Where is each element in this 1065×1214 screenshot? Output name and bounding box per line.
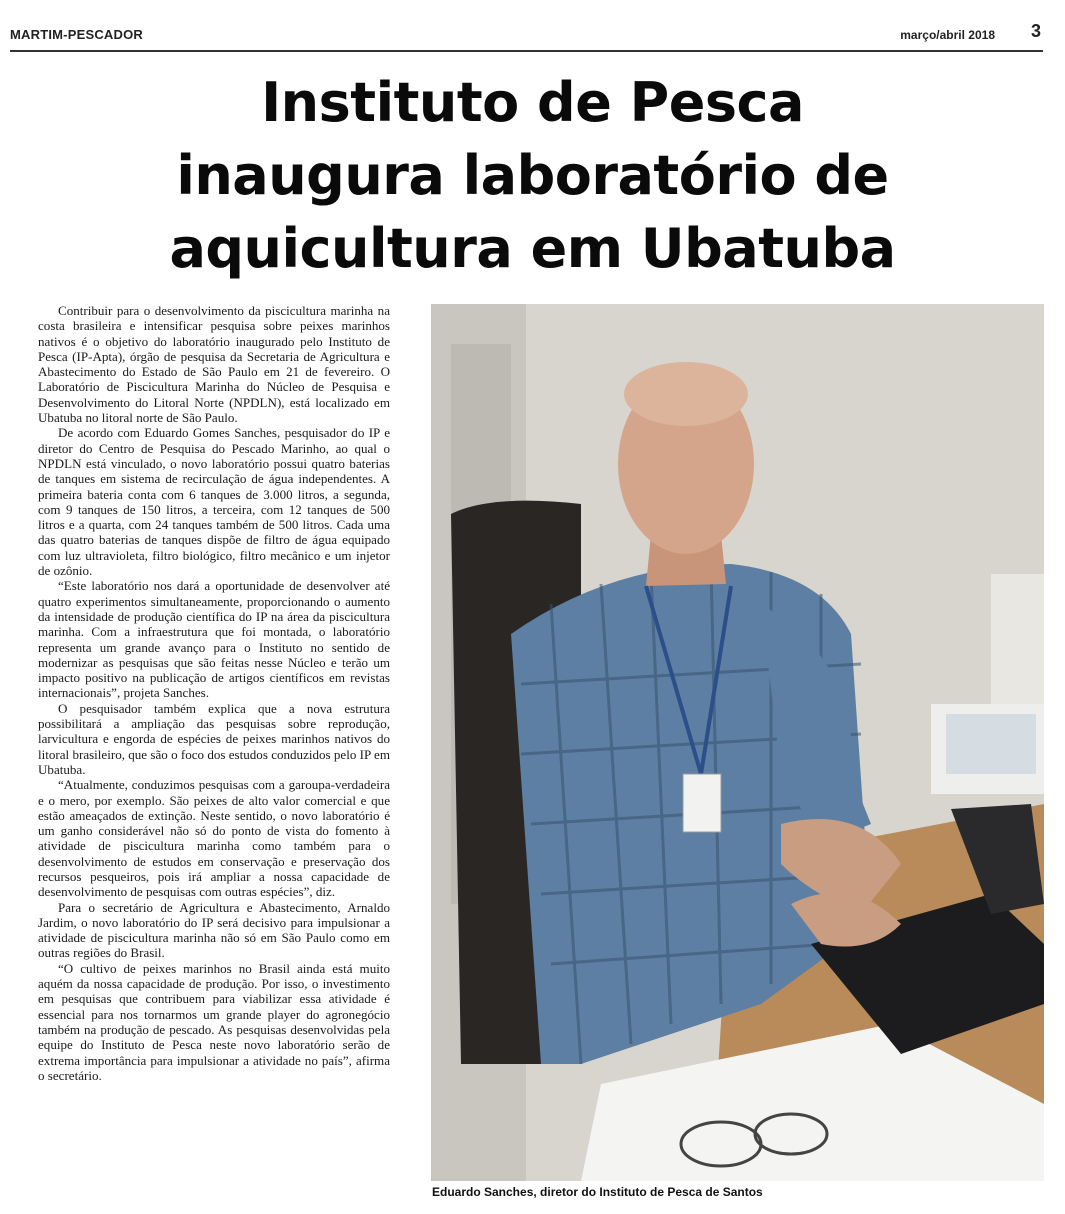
issue-date: março/abril 2018 — [900, 28, 995, 42]
headline-line: Instituto de Pesca — [261, 71, 804, 134]
portrait-illustration — [431, 304, 1044, 1181]
article-paragraph: “Este laboratório nos dará a oportunidade de desenvolver até quatro experimentos simultaneamente, proporcionando o aumento da intensidade de produção científica do IP na área da piscicultura marinha. Com a infraestrutura que foi montada, o laboratório representa um grande avanço para o Instituto no sentido de modernizar as pesquisas que são feitas nesse Núcleo e terão um impacto positivo na publicação de artigos científicos em revistas internacionais”, projeta Sanches. — [38, 578, 390, 701]
headline-line: inaugura laboratório de — [176, 144, 889, 207]
article-paragraph: O pesquisador também explica que a nova estrutura possibilitará a ampliação das pesquisas sobre reprodução, larvicultura e engorda de espécies de peixes marinhos nativos do litoral brasileiro, que são o foco dos estudos conduzidos pelo IP em Ubatuba. — [38, 700, 390, 777]
article-paragraph: Contribuir para o desenvolvimento da piscicultura marinha na costa brasileira e intensificar pesquisa sobre peixes marinhos nativos é o objetivo do laboratório inaugurado pelo Instituto de Pesca (IP-Apta), órgão de pesquisa da Secretaria de Agricultura e Abastecimento do Estado de São Paulo em 21 de fevereiro. O Laboratório de Piscicultura Marinha do Núcleo de Pesquisa e Desenvolvimento do Litoral Norte (NPDLN), está localizado em Ubatuba no litoral norte de São Paulo. — [38, 303, 390, 426]
article-paragraph: “Atualmente, conduzimos pesquisas com a garoupa-verdadeira e o mero, por exemplo. São peixes de alto valor comercial e que estão ameaçados de extinção. Neste sentido, o novo laboratório é um ganho considerável não só do ponto de vista do fomento à atividade de piscicultura marinha como também para o desenvolvimento de estudos em conservação e preservação dos recursos pesqueiros, pois irá ampliar a nossa capacidade de desenvolvimento de pesquisas com outras espécies”, diz. — [38, 777, 390, 900]
article-body — [38, 303, 390, 1083]
article-paragraph: “O cultivo de peixes marinhos no Brasil ainda está muito aquém da nossa capacidade de produção. Por isso, o investimento em pesquisas que contribuem para viabilizar essa atividade é essencial para nos tornarmos um grande player do agronegócio também na produção de pescado. As pesquisas desenvolvidas pela equipe do Instituto de Pesca neste novo laboratório serão de extrema importância para impulsionar a atividade no país”, afirma o secretário. — [38, 960, 390, 1083]
headline-line: aquicultura em Ubatuba — [169, 217, 896, 280]
article-photo — [431, 304, 1044, 1181]
article-headline — [40, 66, 1025, 285]
header-rule — [10, 50, 1043, 52]
masthead — [10, 21, 1043, 50]
publication-name: MARTIM-PESCADOR — [10, 27, 143, 42]
article-paragraph: Para o secretário de Agricultura e Abastecimento, Arnaldo Jardim, o novo laboratório do IP será decisivo para impulsionar a atividade de piscicultura marinha não só em São Paulo como em outras regiões do Brasil. — [38, 899, 390, 961]
article-paragraph: De acordo com Eduardo Gomes Sanches, pesquisador do IP e diretor do Centro de Pesquisa do Pescado Marinho, ao qual o NPDLN está vinculado, o novo laboratório possui quatro baterias de tanques em sistema de recirculação de água independentes. A primeira bateria conta com 6 tanques de 3.000 litros, a segunda, com 9 tanques de 150 litros, a terceira, com 12 tanques de 500 litros e a quarta, com 24 tanques também de 500 litros. Cada uma das quatro baterias de tanques dispõe de filtro de água equipado com luz ultravioleta, filtro biológico, filtro mecânico e um injetor de ozônio. — [38, 425, 390, 579]
page-number: 3 — [1030, 21, 1041, 41]
photo-caption: Eduardo Sanches, diretor do Instituto de Pesca de Santos — [432, 1185, 763, 1199]
